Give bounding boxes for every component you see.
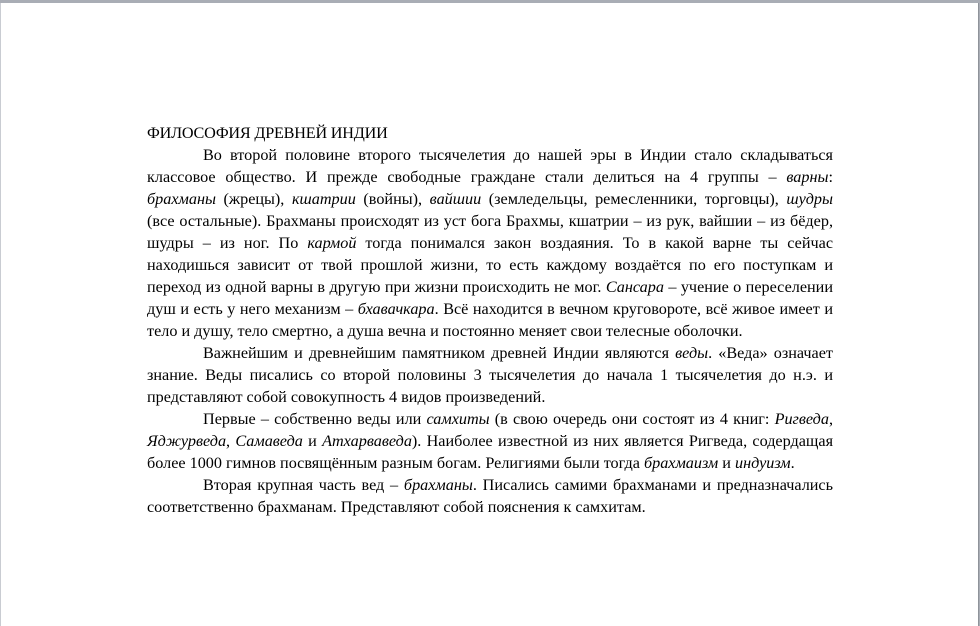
- text-run: (все остальные). Брахманы происходят из уст бога Брахмы, кшатрии – из рук, вайшии – из бёдер, шудры – из ног. По: [147, 212, 833, 252]
- text-run: .: [790, 454, 795, 472]
- text-run: ,: [828, 410, 833, 428]
- text-run: (жрецы),: [215, 190, 292, 208]
- text-run: ,: [226, 432, 236, 450]
- term-brahmany: брахманы: [403, 476, 473, 494]
- text-run: Важнейшим и древнейшим памятником древней Индии являются: [203, 344, 676, 362]
- text-run: и: [302, 432, 323, 450]
- term-brahmaizm: брахмаизм: [643, 454, 719, 472]
- text-run: :: [828, 168, 833, 186]
- term-karmoi: кармой: [307, 234, 357, 252]
- term-sansara: Сансара: [605, 278, 664, 296]
- document-page: [0, 3, 979, 626]
- term-samaveda: Самаведа: [235, 432, 303, 450]
- paragraph-samhity: [147, 408, 833, 474]
- text-run: . «Веда» означает знание. Веды писались со второй половины 3 тысячелетия до начала 1 тысячелетия до н.э. и представляют собой совокупность 4 видов произведений.: [147, 344, 833, 406]
- term-kshatrii: кшатрии: [291, 190, 356, 208]
- term-yajurveda: Яджурведа: [147, 432, 227, 450]
- text-run: . Всё находится в вечном круговороте, всё живое имеет и тело и душу, тело смертно, а душа вечна и постоянно меняет свои телесные оболочки.: [147, 300, 833, 340]
- term-samhity: самхиты: [426, 410, 490, 428]
- term-shudry: шудры: [786, 190, 833, 208]
- term-induizm: индуизм: [735, 454, 791, 472]
- text-run: Вторая крупная часть вед –: [203, 476, 404, 494]
- term-rigveda: Ригведа: [774, 410, 829, 428]
- document-title: ФИЛОСОФИЯ ДРЕВНЕЙ ИНДИИ: [147, 124, 388, 142]
- document-body[interactable]: [147, 122, 833, 518]
- term-varny: варны: [786, 168, 829, 186]
- term-vaishii: вайшии: [429, 190, 482, 208]
- text-run: Во второй половине второго тысячелетия до нашей эры в Индии стало складываться классовое общество. И прежде свободные граждане стали делиться на 4 группы –: [147, 146, 833, 186]
- paragraph-brahmany: [147, 474, 833, 518]
- text-run: ). Наиболее известной из них является Ригведа, содердащая более 1000 гимнов посвящённым разным богам. Религиями были тогда: [147, 432, 834, 472]
- text-run: Первые – собственно веды или: [203, 410, 427, 428]
- paragraph-varny: [147, 144, 833, 342]
- text-run: – учение о переселении душ и есть у него механизм –: [147, 278, 834, 318]
- text-run: (в свою очередь они состоят из 4 книг:: [489, 410, 775, 428]
- term-vedy: веды: [675, 344, 709, 362]
- term-bhavachakra: бхавачкара: [357, 300, 435, 318]
- text-run: (войны),: [355, 190, 430, 208]
- text-run: тогда понимался закон воздаяния. То в какой варне ты сейчас находишься зависит от твой прошлой жизни, то есть каждому воздаётся по его поступкам и переход из одной варны в другую при жизни происходить не мог.: [147, 234, 833, 296]
- text-run: (земледельцы, ремесленники, торговцы),: [481, 190, 787, 208]
- term-brahmany: брахманы: [147, 190, 216, 208]
- term-atharvaveda: Атхарваведа: [322, 432, 412, 450]
- paragraph-vedy: [147, 342, 833, 408]
- text-run: . Писались самими брахманами и предназначались соответственно брахманам. Представляют собой пояснения к самхитам.: [147, 476, 834, 516]
- text-run: и: [718, 454, 735, 472]
